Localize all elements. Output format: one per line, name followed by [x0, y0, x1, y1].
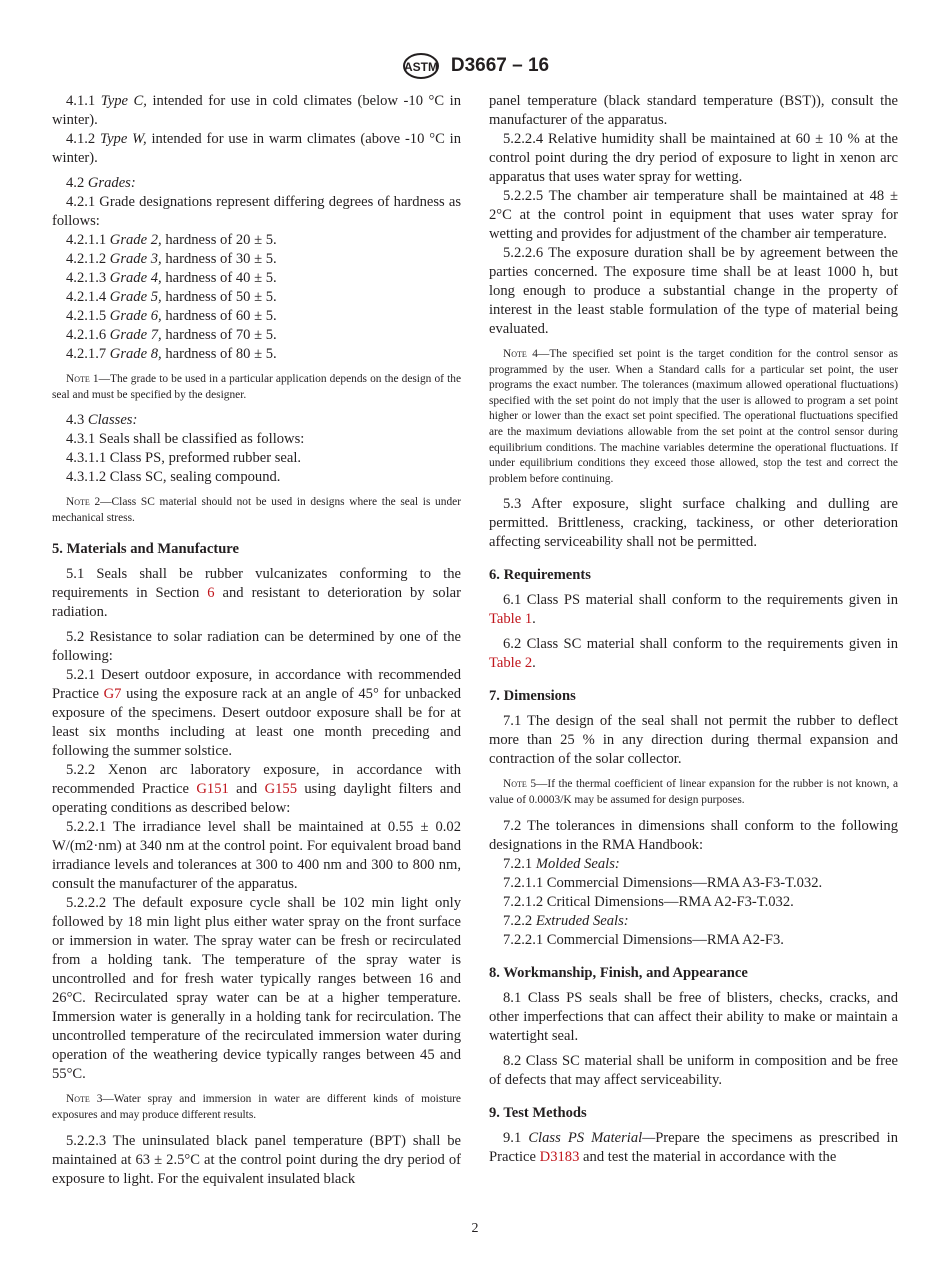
paragraph: [489, 1052, 898, 1090]
text-run: 4.2.1.5: [66, 308, 110, 324]
paragraph: [489, 244, 898, 339]
text-run: 8.1 Class PS seals shall be free of blisters, checks, cracks, and other imperfections that can affect their ability to make or maintain a watertight seal.: [489, 989, 898, 1044]
text-run: 4.3: [66, 412, 88, 429]
text-run: 7.2.1.2 Critical Dimensions—RMA A2-F3-T.032.: [503, 893, 794, 910]
text-run: using daylight filters and operating conditions as described below:: [52, 781, 461, 817]
italic-text: Grade 3,: [109, 251, 162, 267]
reference-link[interactable]: 6: [207, 585, 215, 602]
paragraph: [489, 874, 898, 893]
text-run: 7.2.2: [503, 912, 536, 929]
text-run: 5. Materials and Manufacture: [52, 541, 239, 558]
note-paragraph: [52, 1092, 461, 1123]
text-run: 4.1.1: [66, 93, 101, 109]
page-header: [0, 52, 950, 80]
text-run: 5.2.2.6 The exposure duration shall be by agreement between the parties concerned. The exposure time shall be at least 1000 h, but long enough to produce a substantial change in the property of interest in the least stable formulation of the type of material being evaluated.: [489, 245, 898, 337]
note-label: Note: [503, 348, 527, 360]
text-run: 9. Test Methods: [489, 1104, 587, 1121]
right-column: [489, 92, 898, 1167]
text-run: hardness of 60 ± 5.: [161, 308, 277, 324]
text-run: hardness of 20 ± 5.: [161, 232, 277, 248]
paragraph: [52, 269, 461, 288]
text-run: 5.2.2.5 The chamber air temperature shall be maintained at 48 ± 2°C at the control point in equipment that uses water spray for wetting and provides for adjustment of the chamber air temperature.: [489, 188, 898, 242]
paragraph: [52, 345, 461, 364]
text-run: 7.2.1.1 Commercial Dimensions—RMA A3-F3-T.032.: [503, 874, 823, 891]
text-run: hardness of 40 ± 5.: [161, 270, 277, 286]
text-run: 4.3.1.1 Class PS, preformed rubber seal.: [66, 450, 302, 467]
text-run: intended for use in cold climates (below -10 °C in winter).: [52, 93, 461, 128]
paragraph: [52, 411, 461, 430]
page-number: 2: [471, 1221, 479, 1236]
text-run: 8. Workmanship, Finish, and Appearance: [489, 964, 748, 981]
text-run: .: [532, 611, 536, 628]
text-run: 4.2.1.2: [66, 251, 110, 267]
text-run: hardness of 50 ± 5.: [161, 289, 277, 305]
reference-link[interactable]: G155: [264, 781, 298, 798]
paragraph: [52, 449, 461, 468]
svg-text:ASTM: ASTM: [403, 60, 438, 74]
text-run: 4.1.2: [66, 131, 101, 147]
text-run: 9.1: [503, 1129, 529, 1146]
italic-text: Type C,: [100, 93, 147, 109]
reference-link[interactable]: Table 2: [489, 655, 533, 672]
text-run: using the exposure rack at an angle of 45° for unbacked exposure of the specimens. Desert outdoor exposure shall be for at least six months including at least one month preceding and following the summer solstice.: [52, 686, 461, 760]
document-id: D3667 – 16: [450, 55, 550, 76]
note-paragraph: [52, 495, 461, 526]
italic-text: Grade 2,: [109, 232, 162, 248]
text-run: 4.2.1.4: [66, 289, 110, 305]
paragraph: [52, 666, 461, 761]
text-run: 5.2.2.2 The default exposure cycle shall be 102 min light only followed by 18 min light plus either water spray on the front surface or immersion in water. The spray water can be fresh or recirculated from a holding tank. The temperature of the spray water is uncontrolled and for fresh water typically ranges between 16 and 26°C. Recirculated spray water can be at a higher temperature. Immersion water is generally in a holding tank for recirculation. The uncontrolled temperature of the recirculated immersion water during operation of the weathering device typically ranges between 45 and 55°C.: [52, 895, 461, 1083]
text-run: hardness of 70 ± 5.: [161, 327, 277, 343]
text-run: 4.3.1 Seals shall be classified as follows:: [66, 431, 305, 448]
text-run: and test the material in accordance with the: [579, 1148, 837, 1165]
paragraph: [52, 92, 461, 130]
text-run: 5.2.2.1 The irradiance level shall be maintained at 0.55 ± 0.02 W/(m2·nm) at 340 nm at the control point. For equivalent broad band irradiance levels and tolerances at 300 to 400 nm and 300 to 800 nm, consult the manufacturer of the apparatus.: [52, 819, 461, 893]
italic-text: Grade 8,: [109, 346, 162, 362]
text-run: hardness of 80 ± 5.: [161, 346, 277, 362]
paragraph: [52, 174, 461, 193]
paragraph: [52, 468, 461, 487]
paragraph: [489, 1129, 898, 1167]
italic-text: Grade 6,: [109, 308, 162, 324]
section-heading: [489, 566, 898, 585]
text-run: intended for use in warm climates (above -10 °C in winter).: [52, 131, 461, 166]
paragraph: [489, 855, 898, 874]
text-run: 7. Dimensions: [489, 688, 576, 705]
text-run: 4.2.1 Grade designations represent differing degrees of hardness as follows:: [52, 194, 461, 229]
paragraph: [52, 430, 461, 449]
paragraph: [489, 591, 898, 629]
text-run: 3—Water spray and immersion in water are different kinds of moisture exposures and may produce different results.: [52, 1093, 461, 1121]
paragraph: [489, 635, 898, 673]
section-heading: [489, 964, 898, 983]
paragraph: [489, 712, 898, 769]
italic-text: Classes:: [87, 412, 138, 429]
text-run: panel temperature (black standard temperature (BST)), consult the manufacturer of the apparatus.: [489, 93, 898, 128]
text-run: 7.1 The design of the seal shall not permit the rubber to deflect more than 25 % in any direction during thermal expansion and contraction of the solar collector.: [489, 713, 898, 768]
text-run: 8.2 Class SC material shall be uniform in composition and be free of defects that may affect serviceability.: [489, 1052, 898, 1088]
paragraph: [489, 187, 898, 244]
text-run: 6.2 Class SC material shall conform to the requirements given in: [503, 636, 898, 653]
text-run: 5.2.2.3 The uninsulated black panel temperature (BPT) shall be maintained at 63 ± 2.5°C at the control point during the dry period of exposure to light. For the equivalent insulated black: [52, 1132, 461, 1187]
paragraph: [52, 894, 461, 1084]
italic-text: Type W,: [100, 131, 147, 147]
text-run: 6.1 Class PS material shall conform to the requirements given in: [503, 592, 898, 609]
text-run: .: [532, 655, 536, 672]
note-paragraph: [489, 777, 898, 808]
paragraph: [52, 1132, 461, 1189]
reference-link[interactable]: Table 1: [489, 611, 533, 628]
text-run: 4—The specified set point is the target condition for the control sensor as programmed by the user. When a Standard calls for a particular set point, the user programs the exact number. The tolerances (maximum allowed operational fluctuations) specified with the set point do not imply that the user is allowed to program a set point higher or lower than the exact set point specified. The operational fluctuations specified are the maximum deviations allowable from the set point at the control sensor during equilibrium conditions. The machine variables determine the operational fluctuations. If under equilibrium conditions they exceed those allowed, stop the test and correct the problem before continuing.: [489, 348, 898, 485]
paragraph: [52, 761, 461, 818]
italic-text: Grade 7,: [109, 327, 162, 343]
note-paragraph: [489, 347, 898, 487]
text-run: 5.2.2 Xenon arc laboratory exposure, in accordance with recommended Practice: [52, 762, 461, 798]
section-heading: [489, 1104, 898, 1123]
text-run: 4.2.1.7: [66, 346, 110, 362]
paragraph: [52, 130, 461, 168]
text-run: 7.2.1: [503, 855, 536, 872]
text-run: hardness of 30 ± 5.: [161, 251, 277, 267]
paragraph: [52, 288, 461, 307]
paragraph: [489, 893, 898, 912]
paragraph: [489, 130, 898, 187]
paragraph: [489, 912, 898, 931]
paragraph: [489, 92, 898, 130]
paragraph: [52, 231, 461, 250]
italic-text: Extruded Seals:: [535, 912, 629, 929]
section-heading: [489, 687, 898, 706]
text-run: 5—If the thermal coefficient of linear expansion for the rubber is not known, a value of 0.0003/K may be assumed for design purposes.: [489, 778, 898, 806]
text-run: 4.3.1.2 Class SC, sealing compound.: [66, 469, 281, 486]
text-run: 5.2.2.4 Relative humidity shall be maintained at 60 ± 10 % at the control point during the dry period of exposure to light in xenon arc apparatus that uses water spray for wetting.: [489, 131, 898, 185]
paragraph: [489, 817, 898, 855]
paragraph: [52, 193, 461, 231]
reference-link[interactable]: G151: [196, 781, 229, 798]
text-run: 5.2 Resistance to solar radiation can be determined by one of the following:: [52, 629, 461, 665]
text-run: 4.2.1.6: [66, 327, 110, 343]
text-run: 4.2.1.1: [66, 232, 110, 248]
text-run: 2—Class SC material should not be used in designs where the seal is under mechanical stress.: [52, 496, 461, 524]
astm-logo-icon: [401, 52, 441, 80]
note-label: Note: [503, 778, 527, 791]
left-column: [52, 92, 461, 1189]
note-label: Note: [66, 373, 90, 385]
text-run: 5.1 Seals shall be rubber vulcanizates conforming to the requirements in Section: [52, 566, 461, 602]
paragraph: [489, 989, 898, 1046]
italic-text: Class PS Material—: [528, 1129, 656, 1146]
reference-link[interactable]: D3183: [539, 1148, 580, 1165]
note-label: Note: [66, 1093, 90, 1106]
note-paragraph: [52, 372, 461, 403]
text-run: 7.2 The tolerances in dimensions shall conform to the following designations in the RMA Handbook:: [489, 817, 898, 853]
paragraph: [52, 565, 461, 622]
text-run: and resistant to deterioration by solar radiation.: [52, 585, 461, 621]
text-run: 4.2.1.3: [66, 270, 110, 286]
paragraph: [489, 495, 898, 552]
italic-text: Grade 5,: [109, 289, 162, 305]
text-run: 6. Requirements: [489, 567, 591, 584]
paragraph: [52, 250, 461, 269]
text-run: 1—The grade to be used in a particular application depends on the design of the seal and must be specified by the designer.: [52, 373, 461, 401]
note-label: Note: [66, 496, 90, 509]
italic-text: Grade 4,: [109, 270, 162, 286]
section-heading: [52, 540, 461, 559]
text-run: 5.2.1 Desert outdoor exposure, in accordance with recommended Practice: [52, 667, 461, 703]
text-run: Prepare the specimens as prescribed in Practice: [489, 1129, 899, 1165]
paragraph: [489, 931, 898, 950]
paragraph: [52, 628, 461, 666]
paragraph: [52, 818, 461, 894]
paragraph: [52, 307, 461, 326]
text-run: 7.2.2.1 Commercial Dimensions—RMA A2-F3.: [503, 931, 784, 948]
italic-text: Molded Seals:: [535, 855, 620, 872]
italic-text: Grades:: [87, 175, 136, 191]
paragraph: [52, 326, 461, 345]
reference-link[interactable]: G7: [103, 686, 122, 703]
text-run: 5.3 After exposure, slight surface chalking and dulling are permitted. Brittleness, cracking, tackiness, or other deterioration affecting serviceability shall not be permitted.: [489, 496, 898, 551]
text-run: and: [228, 781, 265, 798]
text-run: 4.2: [66, 175, 88, 191]
